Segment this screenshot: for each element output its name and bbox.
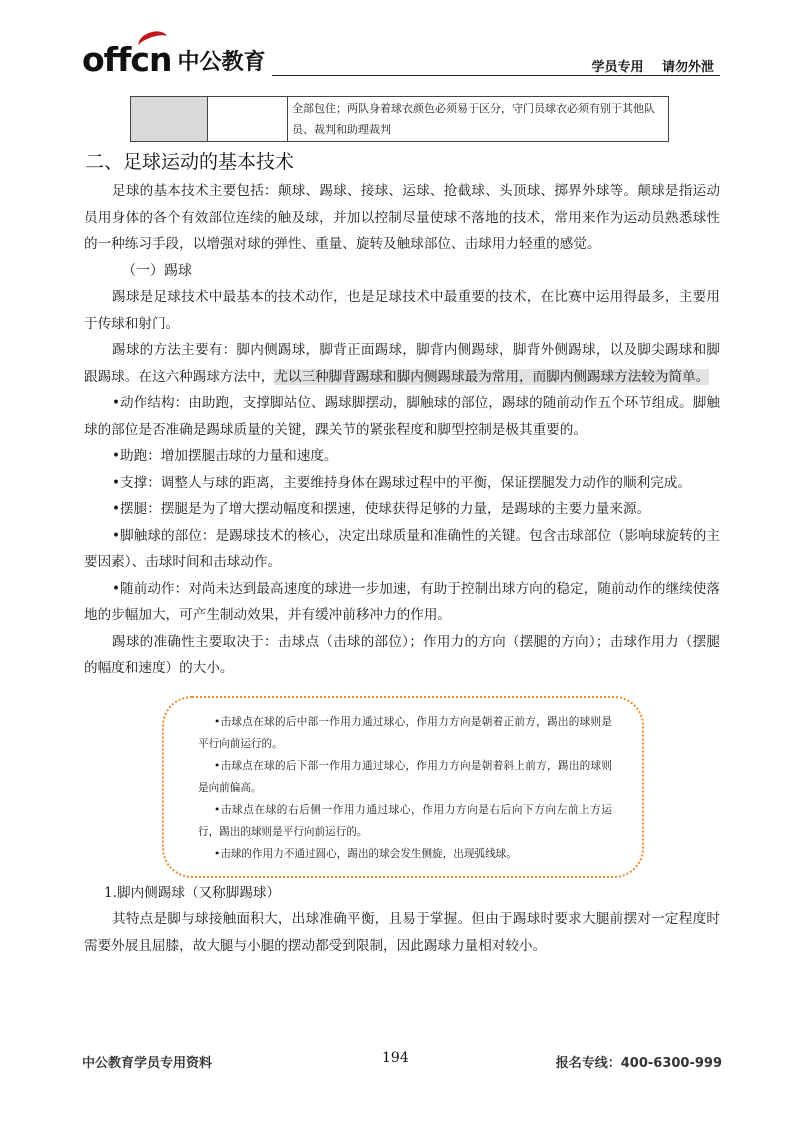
header-label-confidential: 请勿外泄: [661, 60, 714, 75]
header-label-members: 学员专用: [591, 60, 644, 75]
note-item: •击球点在球的右后侧一作用力通过球心，作用力方向是右后向下方向左前上方运行，踢出的球则是平行向前运行的。: [198, 803, 612, 838]
page-number: 194: [382, 1050, 409, 1066]
header-rule: [272, 75, 720, 76]
note-item: •击球的作用力不通过圆心，踢出的球会发生侧旋，出现弧线球。: [214, 847, 517, 860]
page-header: [82, 38, 720, 82]
paragraph-kicking-methods: [84, 337, 720, 390]
rules-table-fragment: [130, 96, 669, 142]
table-cell-shaded: [131, 97, 208, 142]
paragraph-intro: 足球的基本技术主要包括：颠球、踢球、接球、运球、抢截球、头顶球、掷界外球等。颠球是指运动员用身体的各个有效部位连续的触及球，并加以控制尽量使球不落地的技术，常用来作为运动员熟悉球性的一种练习手段，以增强对球的弹性、重量、旋转及触球部位、击球用力轻重的感觉。: [84, 183, 720, 252]
paragraph-accuracy: 踢球的准确性主要取决于：击球点（击球的部位）；作用力的方向（摆腿的方向）；击球作用力（摆腿的幅度和速度）的大小。: [84, 633, 720, 676]
page-footer: [82, 1052, 722, 1076]
note-item: •击球点在球的后中部一作用力通过球心，作用力方向是朝着正前方，踢出的球则是平行向前运行的。: [198, 715, 612, 750]
bullet-structure: •动作结构：由助跑，支撑脚站位、踢球脚摆动，脚触球的部位，踢球的随前动作五个环节组成。脚触球的部位是否准确是踢球质量的关键，踝关节的紧张程度和脚型控制是极其重要的。: [84, 395, 720, 438]
subheading-kicking: （一）踢球: [122, 262, 192, 279]
bullet-contact: •脚触球的部位：是踢球技术的核心，决定出球质量和准确性的关键。包含击球部位（影响球旋转的主要因素）、击球时间和击球动作。: [84, 527, 720, 570]
offcn-logo: [82, 38, 265, 78]
bullet-runup: •助跑：增加摆腿击球的力量和速度。: [112, 448, 338, 464]
logo-text: offcn: [82, 40, 172, 79]
methods-highlight: 尤以三种脚背踢球和脚内侧踢球最为常用，而脚内侧踢球方法较为简单。: [274, 368, 710, 385]
logo-cn-text: 中公教育: [177, 50, 266, 75]
table-row: [131, 97, 669, 142]
subsection-title: 1.脚内侧踢球（又称脚踢球）: [104, 884, 281, 901]
bullet-swing: •摆腿：摆腿是为了增大摆动幅度和摆速，使球获得足够的力量，是踢球的主要力量来源。: [112, 501, 651, 517]
bullet-follow-through: •随前动作：对尚未达到最高速度的球进一步加速，有助于控制出球方向的稳定，随前动作的继续使落地的步幅加大，可产生制动效果，并有缓冲前移冲力的作用。: [84, 580, 720, 623]
page-content: [84, 146, 720, 959]
table-cell-empty: [208, 97, 288, 142]
table-cell-text: 全部包住；两队身着球衣颜色必须易于区分，守门员球衣必须有别于其他队员、裁判和助理裁判: [288, 97, 669, 142]
bullet-support: •支撑：调整人与球的距离，主要维持身体在踢球过程中的平衡，保证摆腿发力动作的顺利完成。: [112, 474, 691, 491]
paragraph-kicking-def: 踢球是足球技术中最基本的技术动作，也是足球技术中最重要的技术，在比赛中运用得最多，主要用于传球和射门。: [84, 289, 720, 332]
header-right-labels: [591, 56, 714, 75]
methods-text: 踢球的方法主要有：脚内侧踢球，脚背正面踢球，脚背内侧踢球，脚背外侧踢球，以及脚尖踢球和脚跟踢球。在这六种踢球方法中，: [84, 342, 720, 385]
footer-left: 中公教育学员专用资料: [82, 1056, 213, 1071]
dotted-note-box: [162, 696, 644, 878]
footer-hotline: 报名专线：400-6300-999: [555, 1056, 722, 1071]
paragraph-inside-kick: 其特点是脚与球接触面积大，出球准确平衡，且易于掌握。但由于踢球时要求大腿前摆对一定程度时需要外展且屈膝，故大腿与小腿的摆动都受到限制，因此踢球力量相对较小。: [84, 911, 720, 954]
section-title: 二、足球运动的基本技术: [85, 151, 295, 173]
note-item: •击球点在球的后下部一作用力通过球心，作用力方向是朝着斜上前方，踢出的球则是向前偏高。: [198, 759, 612, 794]
